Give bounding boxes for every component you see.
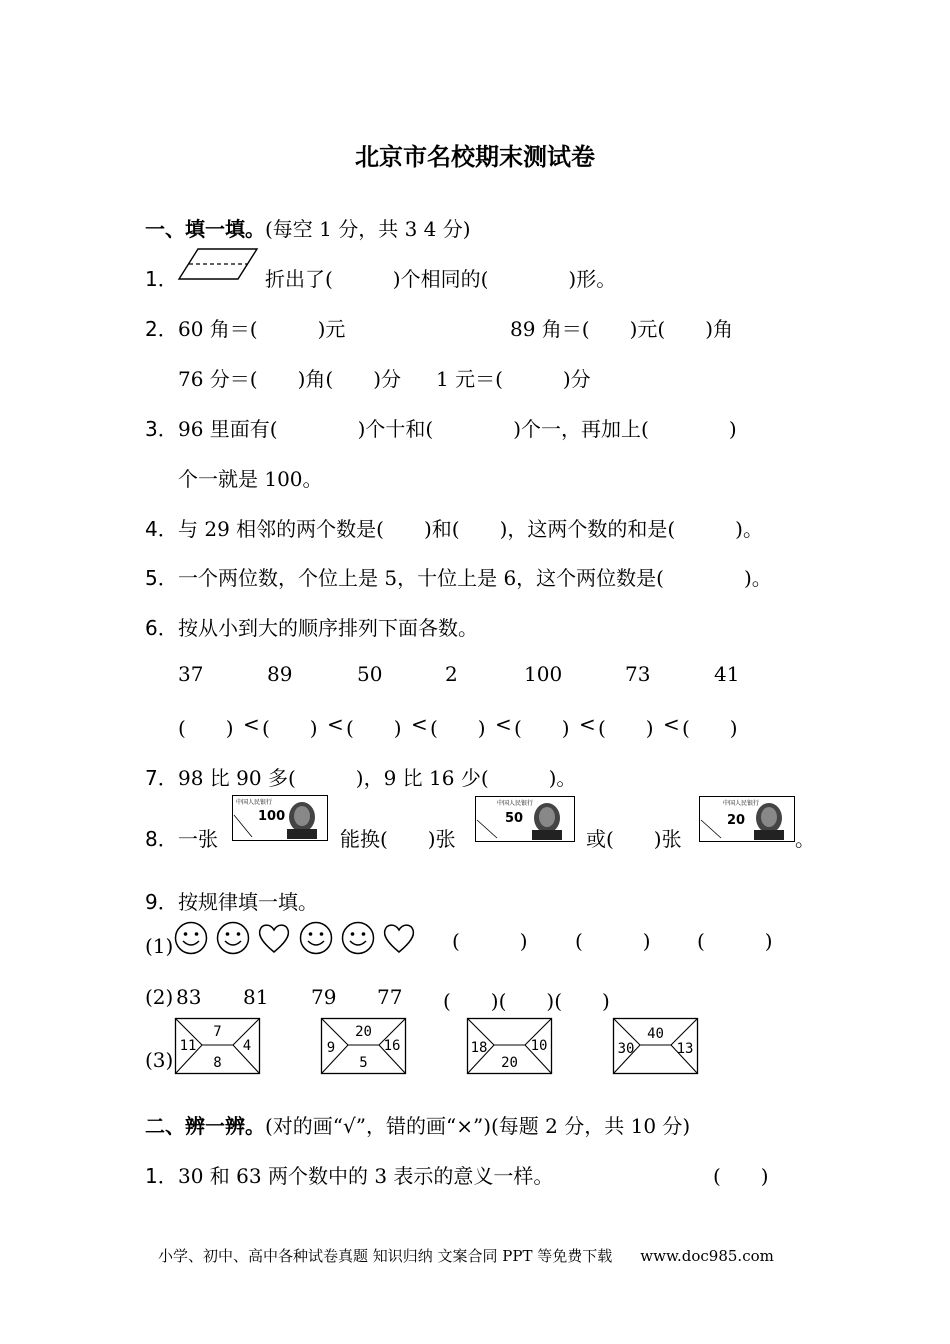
q6-less-than: < xyxy=(495,712,512,736)
s2q1-text: 30 和 63 两个数中的 3 表示的意义一样。 xyxy=(178,1164,554,1188)
q6-answer-blank[interactable]: ( ) xyxy=(598,716,654,740)
envelope-top-number: 20 xyxy=(355,1024,372,1040)
s2q1-answer-blank[interactable]: ( ) xyxy=(713,1164,769,1188)
q2-part-a: 60 角＝( )元 xyxy=(178,317,346,341)
q2-part-b: 89 角＝( )元( )角 xyxy=(510,317,734,341)
q9-part2-number: 83 xyxy=(176,985,202,1009)
footer-text: 小学、初中、高中各种试卷真题 知识归纳 文案合同 PPT 等免费下载 xyxy=(158,1247,613,1265)
q6-text: 按从小到大的顺序排列下面各数。 xyxy=(178,616,478,640)
banknote-100-icon xyxy=(232,795,328,841)
banknote-50-header: 中国人民银行 xyxy=(497,800,534,807)
q9-part3-label: (3) xyxy=(145,1048,174,1072)
footer-url[interactable]: www.doc985.com xyxy=(640,1247,774,1265)
section1-heading xyxy=(145,213,471,242)
smiley-icon xyxy=(216,921,250,955)
envelope-right-number: 4 xyxy=(242,1038,252,1054)
q9-part2-number: 77 xyxy=(377,985,403,1009)
q6-number-item: 37 xyxy=(178,662,204,686)
q8-number: 8． xyxy=(145,827,178,851)
q6-less-than: < xyxy=(663,712,680,736)
q9-part1-blank[interactable]: ( ) xyxy=(697,929,773,953)
q6-answer-blank[interactable]: ( ) xyxy=(178,716,234,740)
q7-number: 7． xyxy=(145,766,178,790)
q3-line2: 个一就是 100。 xyxy=(178,467,323,491)
envelope-bottom-number: 20 xyxy=(501,1055,518,1071)
section2-title: 二、辨一辨。 xyxy=(145,1114,265,1138)
envelope-bottom-number: 5 xyxy=(359,1055,368,1071)
envelope-top-number: 40 xyxy=(647,1026,664,1042)
q6-answer-blank[interactable]: ( ) xyxy=(346,716,402,740)
q8-text-c: 或( )张 xyxy=(586,827,682,851)
heart-icon xyxy=(382,921,416,955)
q6-number-item: 73 xyxy=(625,662,651,686)
smiley-icon xyxy=(174,921,208,955)
envelope-left-number: 11 xyxy=(179,1038,197,1054)
q1-number: 1． xyxy=(145,267,178,291)
q7-text: 98 比 90 多( )，9 比 16 少( )。 xyxy=(178,766,577,790)
q2-number: 2． xyxy=(145,317,178,341)
envelope-right-number: 13 xyxy=(676,1041,694,1057)
q6-number: 6． xyxy=(145,616,178,640)
q1-text: 折出了( )个相同的( )形。 xyxy=(265,267,617,291)
section1-note: (每空 1 分，共 3 4 分) xyxy=(265,217,471,241)
q4-number: 4． xyxy=(145,517,178,541)
envelope-top-number: 7 xyxy=(213,1024,222,1040)
q8-text-d: 。 xyxy=(795,827,815,851)
q8-text-a: 一张 xyxy=(178,827,218,851)
envelope-left-number: 9 xyxy=(326,1040,336,1056)
q6-answer-blank[interactable]: ( ) xyxy=(682,716,738,740)
s2q1-number: 1． xyxy=(145,1164,178,1188)
envelope-bottom-number: 8 xyxy=(213,1055,222,1071)
q6-answer-blank[interactable]: ( ) xyxy=(262,716,318,740)
page-title: 北京市名校期末测试卷 xyxy=(355,143,595,171)
q6-number-item: 2 xyxy=(445,662,458,686)
q3-line1: 96 里面有( )个十和( )个一，再加上( ) xyxy=(178,417,737,441)
heart-icon xyxy=(257,921,291,955)
parallelogram-icon xyxy=(178,248,258,280)
banknote-20-icon xyxy=(699,796,795,842)
q6-number-item: 89 xyxy=(267,662,293,686)
q9-part1-blank[interactable]: ( ) xyxy=(452,929,528,953)
envelope-figure xyxy=(175,1018,260,1074)
q9-part2-number: 81 xyxy=(243,985,269,1009)
q3-number: 3． xyxy=(145,417,178,441)
banknote-50-value: 50 xyxy=(505,811,524,826)
banknote-100-header: 中国人民银行 xyxy=(236,799,273,806)
section1-title: 一、填一填。 xyxy=(145,217,265,241)
q9-number: 9． xyxy=(145,890,178,914)
smiley-icon xyxy=(299,921,333,955)
banknote-50-icon xyxy=(475,796,575,842)
q4-text: 与 29 相邻的两个数是( )和( )，这两个数的和是( )。 xyxy=(178,517,763,541)
section2-heading xyxy=(145,1110,690,1139)
q6-number-item: 50 xyxy=(357,662,383,686)
q5-number: 5． xyxy=(145,566,178,590)
q6-less-than: < xyxy=(243,712,260,736)
envelope-left-number: 18 xyxy=(470,1040,488,1056)
q5-text: 一个两位数，个位上是 5，十位上是 6，这个两位数是( )。 xyxy=(178,566,772,590)
envelope-right-number: 10 xyxy=(530,1038,548,1054)
q9-part2-number: 79 xyxy=(311,985,337,1009)
q6-less-than: < xyxy=(579,712,596,736)
envelope-right-number: 16 xyxy=(383,1038,401,1054)
banknote-20-value: 20 xyxy=(727,813,746,828)
q6-less-than: < xyxy=(327,712,344,736)
q9-part2-blanks[interactable]: ( )( )( ) xyxy=(443,989,610,1013)
q8-text-b: 能换( )张 xyxy=(340,827,456,851)
q2-part-d: 1 元＝( )分 xyxy=(436,367,591,391)
envelope-figure xyxy=(467,1018,552,1074)
banknote-100-value: 100 xyxy=(258,809,286,824)
envelope-figure xyxy=(321,1018,406,1074)
q6-answer-blank[interactable]: ( ) xyxy=(430,716,486,740)
envelope-figure xyxy=(613,1018,698,1074)
envelope-left-number: 30 xyxy=(617,1041,635,1057)
footer xyxy=(158,1245,774,1266)
q9-part2-label: (2) xyxy=(145,985,174,1009)
q9-part1-blank[interactable]: ( ) xyxy=(575,929,651,953)
section2-note: (对的画“√”，错的画“×”)(每题 2 分，共 10 分) xyxy=(265,1114,691,1138)
q6-less-than: < xyxy=(411,712,428,736)
q9-text: 按规律填一填。 xyxy=(178,890,318,914)
q6-number-item: 100 xyxy=(524,662,563,686)
q6-number-item: 41 xyxy=(714,662,740,686)
q9-part1-label: (1) xyxy=(145,934,174,958)
q6-answer-blank[interactable]: ( ) xyxy=(514,716,570,740)
q2-part-c: 76 分＝( )角( )分 xyxy=(178,367,402,391)
smiley-icon xyxy=(341,921,375,955)
banknote-20-header: 中国人民银行 xyxy=(723,800,760,807)
